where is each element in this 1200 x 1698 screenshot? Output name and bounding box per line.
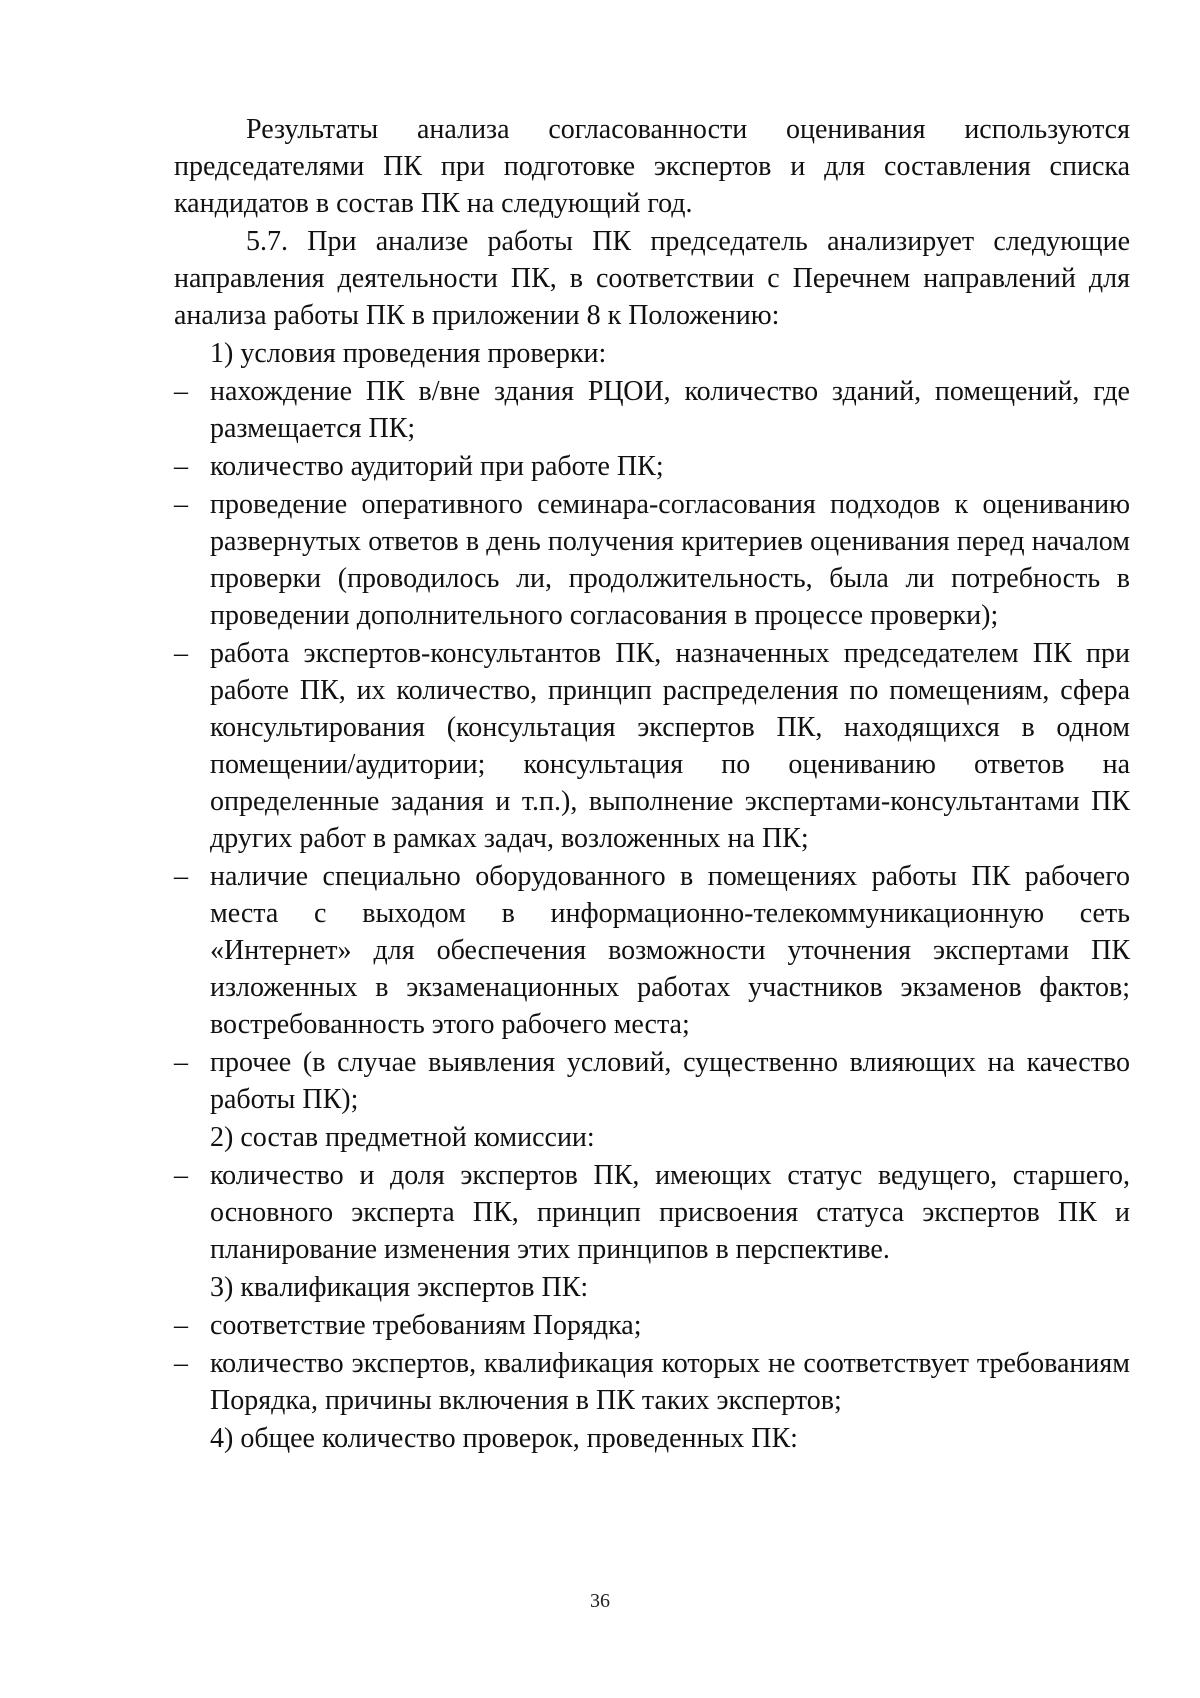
dash-marker: –	[174, 1160, 188, 1191]
list-item	[174, 858, 1130, 1043]
list-item-text: количество и доля экспертов ПК, имеющих статус ведущего, старшего, основного эксперта ПК, принцип присвоения статуса экспертов ПК и планирование изменения этих принципов в перспективе.	[210, 1160, 1130, 1265]
list-item	[174, 635, 1130, 857]
list-item	[174, 373, 1130, 447]
list-item-text: количество аудиторий при работе ПК;	[210, 451, 664, 482]
list-item	[174, 1044, 1130, 1118]
dash-marker: –	[174, 376, 188, 407]
list-item-text: проведение оперативного семинара-согласования подходов к оцениванию развернутых ответов в день получения критериев оценивания перед началом проверки (проводилось ли, продолжительность, была ли потребность в проведении дополнительного согласования в процессе проверки);	[210, 489, 1130, 631]
dash-marker: –	[174, 1348, 188, 1379]
list-item-text: прочее (в случае выявления условий, существенно влияющих на качество работы ПК);	[210, 1047, 1130, 1115]
document-body	[174, 111, 1130, 1457]
list-item	[174, 486, 1130, 634]
list-item	[174, 1157, 1130, 1268]
dash-marker: –	[174, 638, 188, 669]
section-heading-conditions: 1) условия проведения проверки:	[210, 338, 607, 369]
section-heading-qualification: 3) квалификация экспертов ПК:	[210, 1272, 589, 1303]
list-item	[174, 1307, 1130, 1344]
dash-marker: –	[174, 1047, 188, 1078]
list-item-text: нахождение ПК в/вне здания РЦОИ, количество зданий, помещений, где размещается ПК;	[210, 376, 1130, 444]
paragraph-results-usage: Результаты анализа согласованности оценивания используются председателями ПК при подготовке экспертов и для составления списка кандидатов в состав ПК на следующий год.	[174, 114, 1130, 219]
dash-marker: –	[174, 1310, 188, 1341]
list-item	[174, 448, 1130, 485]
dash-marker: –	[174, 451, 188, 482]
dash-marker: –	[174, 861, 188, 892]
dash-marker: –	[174, 489, 188, 520]
section-heading-commission: 2) состав предметной комиссии:	[210, 1122, 595, 1153]
paragraph-5-7: 5.7. При анализе работы ПК председатель анализирует следующие направления деятельности ПК, в соответствии с Перечнем направлений для анализа работы ПК в приложении 8 к Положению:	[174, 226, 1130, 331]
list-item	[174, 1345, 1130, 1419]
list-item-text: соответствие требованиям Порядка;	[210, 1310, 642, 1341]
list-item-text: количество экспертов, квалификация которых не соответствует требованиям Порядка, причины включения в ПК таких экспертов;	[210, 1348, 1130, 1416]
section-heading-checks: 4) общее количество проверок, проведенных ПК:	[210, 1423, 798, 1454]
list-item-text: наличие специально оборудованного в помещениях работы ПК рабочего места с выходом в информационно-телекоммуникационную сеть «Интернет» для обеспечения возможности уточнения экспертами ПК изложенных в экзаменационных работах участников экзаменов фактов; востребованность этого рабочего места;	[210, 861, 1130, 1040]
page-number: 36	[590, 1590, 610, 1612]
list-item-text: работа экспертов-консультантов ПК, назначенных председателем ПК при работе ПК, их количество, принцип распределения по помещениям, сфера консультирования (консультация экспертов ПК, находящихся в одном помещении/аудитории; консультация по оцениванию ответов на определенные задания и т.п.), выполнение экспертами-консультантами ПК других работ в рамках задач, возложенных на ПК;	[210, 638, 1130, 854]
